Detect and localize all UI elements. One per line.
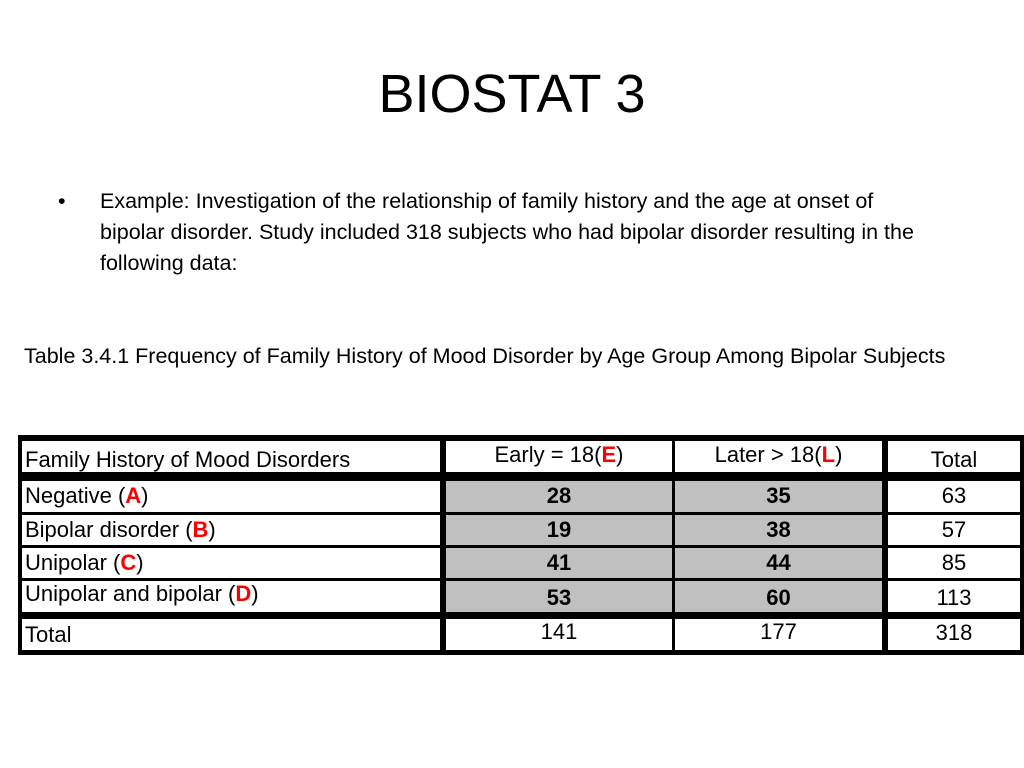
row-label-cell <box>22 548 440 578</box>
header-early-suffix: ) <box>616 442 624 467</box>
row-label-suffix: ) <box>136 550 144 575</box>
bullet-text: Example: Investigation of the relationship of family history and the age at onset of bipolar disorder. Study included 318 subjects who had bipolar disorder resulting in the following data: <box>100 189 914 275</box>
row-label-cell <box>22 515 440 545</box>
header-later-suffix: ) <box>835 442 843 467</box>
row-later-cell: 44 <box>675 548 882 578</box>
row-later-cell: 35 <box>675 481 882 512</box>
row-label-cell <box>22 581 440 612</box>
table-caption: Table 3.4.1 Frequency of Family History of Mood Disorder by Age Group Among Bipolar Subjects <box>24 344 946 368</box>
header-early-letter: E <box>601 442 617 467</box>
header-early-cell <box>446 441 672 472</box>
row-label-suffix: ) <box>251 581 259 606</box>
row-letter: C <box>120 550 137 575</box>
header-total: Total <box>930 447 978 472</box>
row-total-cell: 113 <box>888 581 1020 612</box>
row-label-suffix: ) <box>208 517 216 542</box>
row-label: Unipolar and bipolar ( <box>25 581 236 606</box>
row-total-cell: 57 <box>888 515 1020 545</box>
total-early-cell: 141 <box>446 619 672 650</box>
row-label: Negative ( <box>25 483 126 508</box>
row-early-cell: 53 <box>446 581 672 612</box>
header-total-cell <box>888 441 1020 472</box>
total-total-cell: 318 <box>888 619 1020 650</box>
header-later-cell <box>675 441 882 472</box>
header-later-letter: L <box>821 442 836 467</box>
row-letter: D <box>235 581 252 606</box>
row-letter: A <box>125 483 142 508</box>
header-label-cell <box>22 441 440 472</box>
row-early-cell: 41 <box>446 548 672 578</box>
total-label-cell: Total <box>22 619 440 650</box>
row-early-cell: 28 <box>446 481 672 512</box>
header-early-text: Early = 18( <box>494 442 602 467</box>
frequency-table <box>18 435 1024 655</box>
row-total-cell: 63 <box>888 481 1020 512</box>
slide-title: BIOSTAT 3 <box>378 64 646 124</box>
row-total-cell: 85 <box>888 548 1020 578</box>
row-label: Bipolar disorder ( <box>25 517 193 542</box>
total-later-cell: 177 <box>675 619 882 650</box>
row-label: Unipolar ( <box>25 550 121 575</box>
bullet-marker: • <box>58 189 66 213</box>
bullet-point <box>58 186 938 279</box>
row-early-cell: 19 <box>446 515 672 545</box>
row-later-cell: 38 <box>675 515 882 545</box>
header-later-text: Later > 18( <box>714 442 822 467</box>
row-label-suffix: ) <box>141 483 149 508</box>
row-label-cell <box>22 481 440 512</box>
row-letter: B <box>192 517 209 542</box>
row-later-cell: 60 <box>675 581 882 612</box>
header-label: Family History of Mood Disorders <box>25 447 351 472</box>
